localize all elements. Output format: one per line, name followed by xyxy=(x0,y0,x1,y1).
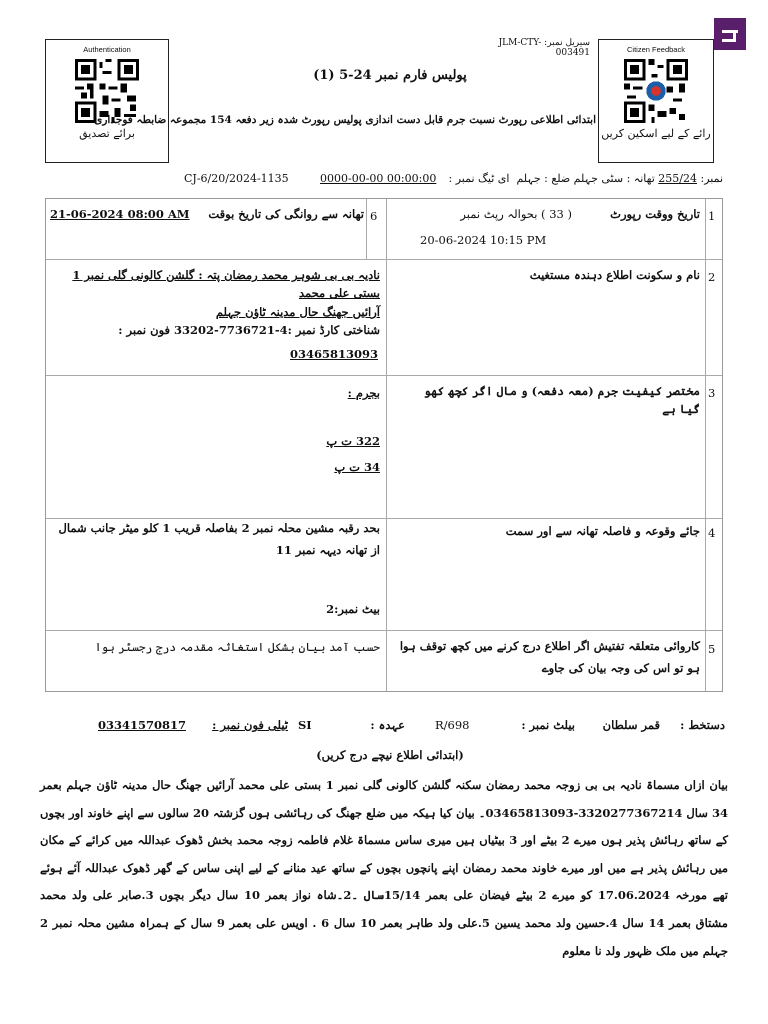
phone-label: ٹیلی فون نمبر : xyxy=(212,718,288,732)
complainant-line: آرائیں جھنگ حال مدینہ ٹاؤن جہلم xyxy=(215,304,380,319)
investigation-action: حسب آمد بیان بشکل استغاثہ مقدمہ درج رجسٹر ہوا xyxy=(94,640,380,654)
row-label: تھانہ سے روانگی کی تاریخ بوقت xyxy=(208,207,364,221)
row-label: کاروائی متعلقہ تفتیش اگر اطلاع درج کرنے میں کچھ توقف ہوا ہو تو اس کی وجہ بیان کی جاوے xyxy=(399,639,700,675)
brand-logo xyxy=(714,18,746,50)
fir-number: 255/24 xyxy=(658,172,697,185)
row-label: نام و سکونت اطلاع دہندہ مستغیث xyxy=(529,268,700,282)
qr-caption: Citizen Feedback xyxy=(627,45,685,54)
case-reference: CJ-6/20/2024-1135 xyxy=(184,172,289,185)
qr-code-icon xyxy=(624,59,688,123)
complainant-phone: 03465813093 xyxy=(290,347,379,361)
form-title: پولیس فارم نمبر 24-5 (1) xyxy=(313,68,467,83)
fir-meta-line xyxy=(449,172,723,185)
row-label: تاریخ ووقت رپورٹ xyxy=(610,207,700,221)
police-station: تھانہ : سٹی جہلم ضلع : جہلم xyxy=(516,172,655,185)
row-number: 4 xyxy=(708,526,716,540)
belt-label: بیلٹ نمبر : xyxy=(521,718,575,732)
qr-caption: Authentication xyxy=(83,45,131,54)
row-number: 6 xyxy=(370,209,378,223)
authentication-qr-box xyxy=(45,39,169,163)
officer-name: قمر سلطان xyxy=(602,718,660,732)
report-datetime: 20-06-2024 10:15 PM xyxy=(420,233,547,247)
citizen-feedback-qr-box xyxy=(598,39,714,163)
penal-section: 322 ت پ xyxy=(326,434,380,448)
row-number: 1 xyxy=(708,209,716,223)
fir-label: نمبر: xyxy=(700,172,723,185)
belt-number: R/698 xyxy=(435,718,470,732)
row-number: 5 xyxy=(708,642,716,656)
report-reference: ( 33 ) بحوالہ رپٹ نمبر xyxy=(460,207,572,221)
officer-phone: 03341570817 xyxy=(98,718,187,732)
occurrence-place: بحد رقبہ مشین محلہ نمبر 2 بفاصلہ قریب 1 کلو میٹر جانب شمال از تھانہ دیہہ نمبر 11 xyxy=(58,521,380,557)
row-number: 2 xyxy=(708,270,716,284)
crime-label: بجرم : xyxy=(347,386,380,400)
first-information-heading: (ابتدائی اطلاع نیچے درج کریں) xyxy=(316,748,464,762)
signature-label: دستخط : xyxy=(680,718,725,732)
officer-rank: SI xyxy=(298,718,312,732)
form-subtitle: ابتدائی اطلاعی رپورٹ نسبت جرم قابل دست اندازی پولیس رپورٹ شدہ زیر دفعہ 154 مجموعہ ضابطہ فوجداری xyxy=(94,114,596,126)
complainant-cnic: شناختی کارڈ نمبر :4-7736721-33202 فون نمبر : xyxy=(118,323,380,338)
row-label: مختصر کیفیت جرم (معہ دفعہ) و مال اگر کچھ کھو گیا ہے xyxy=(423,384,700,417)
penal-section: 34 ت پ xyxy=(334,460,380,474)
beat-number: بیٹ نمبر:2 xyxy=(326,602,380,616)
etag-value: 0000-00-00 00:00:00 xyxy=(320,172,437,185)
row-number: 3 xyxy=(708,386,716,400)
complainant-line: نادیہ بی بی شوہر محمد رمضان پتہ : گلشن کالونی گلی نمبر 1 بستی علی محمد xyxy=(72,268,380,301)
row-label: جائے وقوعہ و فاصلہ تھانہ سے اور سمت xyxy=(505,524,700,538)
complainant-statement: بیان ازاں مسماۃ نادیہ بی بی زوجہ محمد رمضان سکنہ گلشن کالونی گلی نمبر 1 بستی علی محمد آرائیں جھنگ حال مدینہ ٹاؤن جہلم بعمر 34 سال 3320277367214-03465813093۔ بیان کیا ہیکہ میں ضلع جھنگ کی رہائشی ہوں گزشتہ 20 سالوں سے اپنے خاوند اور بچوں کے ساتھ رہائش پذیر ہوں میرے 2 بیٹے اور 3 بیٹیاں ہیں میری ساس مسماۃ غلام فاطمہ زوجہ محمد بخش ڈھوک عبداللہ میں کرائے کے مکان میں رہائش پذیر ہے میں اور میرے خاوند محمد رمضان اپنے پانچوں بچوں کے ساتھ عید منانے کے لیے اپنی ساس کے گھر ڈھوک عبداللہ آئے ہوئے تھے مورخہ 17.06.2024 کو میرے 2 بیٹے فیضان علی بعمر 15/14سال ۔2۔شاہ نواز بعمر 10 سال دیگر بچوں 3.صابر علی ولد محمد مشتاق بعمر 14 سال 4.حسین ولد محمد یسین 5.علی ولد طاہر بعمر 10 سال 6 . اویس علی بعمر 9 سال کے ہمراہ مشین محلہ نمبر 2 جہلم میں ملک ظہور ولد نا معلوم xyxy=(40,778,728,958)
serial-number: سیریل نمبر: JLM-CTY-003491 xyxy=(498,38,590,58)
qr-subcaption: برائے تصدیق xyxy=(79,127,135,140)
etag-label: ای ٹیگ نمبر : xyxy=(448,172,510,185)
departure-datetime: 21-06-2024 08:00 AM xyxy=(50,207,190,221)
qr-subcaption: رائے کے لیے اسکین کریں xyxy=(601,127,711,140)
rank-label: عہدہ : xyxy=(370,718,405,732)
complainant-name-address xyxy=(50,266,380,340)
